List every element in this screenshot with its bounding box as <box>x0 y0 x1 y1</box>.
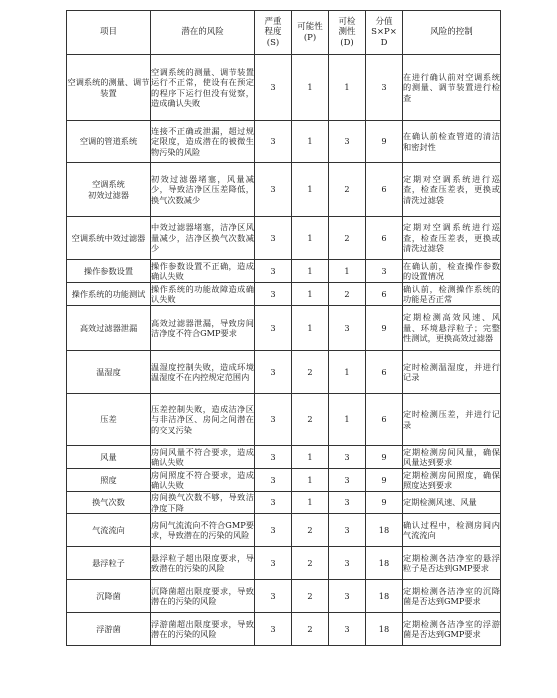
score-cell: 18 <box>366 580 403 613</box>
detectability-cell: 2 <box>329 217 366 260</box>
control-measure-cell: 定期检测各洁净室的悬浮粒子是否达到GMP要求 <box>403 547 501 580</box>
severity-cell: 3 <box>255 306 292 351</box>
table-row <box>67 55 501 121</box>
risk-description-cell: 初效过滤器堵塞，风量减少，导致洁净区压差降低，换气次数减少 <box>151 163 255 217</box>
severity-cell: 3 <box>255 394 292 446</box>
severity-cell: 3 <box>255 469 292 492</box>
table-row <box>67 283 501 306</box>
detectability-cell: 1 <box>329 394 366 446</box>
header-risk: 潜在的风险 <box>151 11 255 55</box>
risk-item-cell: 风量 <box>67 446 151 469</box>
score-cell: 6 <box>366 163 403 217</box>
control-measure-cell: 在确认前，检查操作参数的设置情况 <box>403 260 500 281</box>
header-control: 风险的控制 <box>403 11 501 55</box>
probability-cell: 2 <box>292 613 329 646</box>
probability-cell: 2 <box>292 351 329 394</box>
score-cell: 18 <box>366 547 403 580</box>
risk-item-cell: 操作参数设置 <box>67 260 151 283</box>
probability-cell: 1 <box>292 55 329 121</box>
control-measure-cell: 定期检测高效风速、风量、环境悬浮粒子；完整性测试，更换高效过滤器 <box>403 306 501 351</box>
severity-cell: 3 <box>255 580 292 613</box>
severity-cell: 3 <box>255 260 292 283</box>
score-cell: 18 <box>366 613 403 646</box>
risk-item-cell: 沉降菌 <box>67 580 151 613</box>
probability-cell: 2 <box>292 547 329 580</box>
severity-cell: 3 <box>255 514 292 547</box>
risk-description-cell: 房间气流流向不符合GMP要求，导致潜在的污染的风险 <box>151 514 255 547</box>
detectability-cell: 3 <box>329 613 366 646</box>
score-cell: 6 <box>366 351 403 394</box>
risk-item-cell: 照度 <box>67 469 151 492</box>
severity-cell: 3 <box>255 351 292 394</box>
score-cell: 9 <box>366 469 403 492</box>
table-row <box>67 351 501 394</box>
severity-cell: 3 <box>255 163 292 217</box>
table-row <box>67 306 501 351</box>
risk-description-cell: 压差控制失败，造成洁净区与非洁净区、房间之间潜在的交叉污染 <box>151 394 255 446</box>
detectability-cell: 3 <box>329 121 366 163</box>
control-measure-cell: 定期检测房间照度，确保照度达到要求 <box>403 469 500 490</box>
detectability-cell: 3 <box>329 492 366 514</box>
detectability-cell: 1 <box>329 55 366 121</box>
score-cell: 9 <box>366 306 403 351</box>
score-cell: 9 <box>366 492 403 514</box>
control-measure-cell: 确认过程中，检测房间内气流流向 <box>403 514 501 547</box>
control-measure-cell: 在进行确认前对空调系统的测量、调节装置进行检查 <box>403 55 501 121</box>
risk-description-cell: 房间风量不符合要求，造成确认失败 <box>151 446 254 467</box>
probability-cell: 1 <box>292 121 329 163</box>
detectability-cell: 2 <box>329 283 366 306</box>
detectability-cell: 3 <box>329 514 366 547</box>
risk-item-cell: 高效过滤器泄漏 <box>67 306 151 351</box>
risk-assessment-table <box>66 10 501 646</box>
probability-cell: 1 <box>292 446 329 469</box>
control-measure-cell: 定期检测房间风量，确保风量达到要求 <box>403 446 500 467</box>
probability-cell: 1 <box>292 260 329 283</box>
severity-cell: 3 <box>255 446 292 469</box>
control-measure-cell: 定期检测风速、风量 <box>403 492 501 514</box>
score-cell: 3 <box>366 55 403 121</box>
control-measure-cell: 定时检测压差，并进行记录 <box>403 394 501 446</box>
score-cell: 3 <box>366 260 403 283</box>
control-measure-cell: 定期对空调系统进行巡查，检查压差表，更换或清洗过滤袋 <box>403 163 501 217</box>
risk-description-cell: 中效过滤器堵塞，洁净区风量减少，洁净区换气次数减少 <box>151 217 255 260</box>
table-row <box>67 446 501 469</box>
table-row <box>67 514 501 547</box>
score-cell: 6 <box>366 283 403 306</box>
risk-description-cell: 房间换气次数不够，导致洁净度下降 <box>151 492 254 513</box>
score-cell: 9 <box>366 446 403 469</box>
detectability-cell: 2 <box>329 163 366 217</box>
detectability-cell: 3 <box>329 469 366 492</box>
table-row <box>67 163 501 217</box>
detectability-cell: 3 <box>329 580 366 613</box>
table-body <box>67 55 501 646</box>
detectability-cell: 3 <box>329 547 366 580</box>
severity-cell: 3 <box>255 492 292 514</box>
severity-cell: 3 <box>255 613 292 646</box>
header-severity: 严重 程度 (S) <box>255 11 292 55</box>
control-measure-cell: 定时检测温湿度，并进行记录 <box>403 351 501 394</box>
score-cell: 18 <box>366 514 403 547</box>
control-measure-cell: 定期检测各洁净室的沉降菌是否达到GMP要求 <box>403 580 501 613</box>
risk-item-cell: 气流流向 <box>67 514 151 547</box>
probability-cell: 1 <box>292 306 329 351</box>
risk-description-cell: 房间照度不符合要求，造成确认失败 <box>151 469 254 490</box>
table-header-row <box>67 11 501 55</box>
risk-item-cell: 空调系统中效过滤器 <box>67 217 151 260</box>
detectability-cell: 1 <box>329 260 366 283</box>
probability-cell: 2 <box>292 394 329 446</box>
risk-description-cell: 沉降菌超出限度要求，导致潜在的污染的风险 <box>151 580 255 613</box>
risk-description-cell: 空调系统的测量、调节装置运行不正常，使设有在预定的程序下运行但没有觉察，造成确认失败 <box>151 55 255 121</box>
header-probability: 可能性 (P) <box>292 11 329 55</box>
severity-cell: 3 <box>255 121 292 163</box>
table-row <box>67 492 501 514</box>
table-row <box>67 469 501 492</box>
table-row <box>67 547 501 580</box>
risk-description-cell: 浮游菌超出限度要求，导致潜在的污染的风险 <box>151 613 255 646</box>
control-measure-cell: 定期对空调系统进行巡查，检查压差表，更换或清洗过滤袋 <box>403 217 501 260</box>
detectability-cell: 3 <box>329 306 366 351</box>
risk-description-cell: 温湿度控制失败，造成环境温湿度不在内控规定范围内 <box>151 351 255 394</box>
probability-cell: 2 <box>292 580 329 613</box>
risk-item-cell: 浮游菌 <box>67 613 151 646</box>
header-detectability: 可检 测性 (D) <box>329 11 366 55</box>
risk-item-cell: 温湿度 <box>67 351 151 394</box>
table-row <box>67 260 501 283</box>
table-row <box>67 613 501 646</box>
control-measure-cell: 确认前，检测操作系统的功能是否正常 <box>403 283 500 304</box>
risk-description-cell: 连接不正确或泄漏，超过规定限度，造成潜在的被微生物污染的风险 <box>151 121 255 163</box>
probability-cell: 1 <box>292 492 329 514</box>
score-cell: 6 <box>366 394 403 446</box>
probability-cell: 1 <box>292 217 329 260</box>
probability-cell: 1 <box>292 469 329 492</box>
table-row <box>67 121 501 163</box>
risk-item-cell: 换气次数 <box>67 492 151 514</box>
probability-cell: 2 <box>292 514 329 547</box>
table-row <box>67 580 501 613</box>
risk-item-cell: 操作系统的功能测试 <box>67 283 151 306</box>
severity-cell: 3 <box>255 547 292 580</box>
score-cell: 6 <box>366 217 403 260</box>
control-measure-cell: 在确认前检查管道的清洁和密封性 <box>403 121 501 163</box>
risk-item-cell: 悬浮粒子 <box>67 547 151 580</box>
risk-item-cell: 压差 <box>67 394 151 446</box>
control-measure-cell: 定期检测各洁净室的浮游菌是否达到GMP要求 <box>403 613 501 646</box>
risk-item-cell: 空调系统 初效过滤器 <box>67 163 151 217</box>
score-cell: 9 <box>366 121 403 163</box>
detectability-cell: 3 <box>329 446 366 469</box>
table-row <box>67 217 501 260</box>
risk-description-cell: 操作参数设置不正确，造成确认失败 <box>151 260 254 281</box>
risk-item-cell: 空调系统的测量、调节装置 <box>67 55 151 121</box>
probability-cell: 1 <box>292 283 329 306</box>
risk-description-cell: 悬浮粒子超出限度要求，导致潜在的污染的风险 <box>151 547 255 580</box>
risk-description-cell: 操作系统的功能故障造成确认失败 <box>151 283 254 304</box>
severity-cell: 3 <box>255 55 292 121</box>
risk-description-cell: 高效过滤器泄漏，导致房间洁净度不符合GMP要求 <box>151 306 255 351</box>
severity-cell: 3 <box>255 217 292 260</box>
header-score: 分值 S×P× D <box>366 11 403 55</box>
header-item: 项目 <box>67 11 151 55</box>
risk-item-cell: 空调的管道系统 <box>67 121 151 163</box>
table-row <box>67 394 501 446</box>
detectability-cell: 1 <box>329 351 366 394</box>
severity-cell: 3 <box>255 283 292 306</box>
probability-cell: 1 <box>292 163 329 217</box>
